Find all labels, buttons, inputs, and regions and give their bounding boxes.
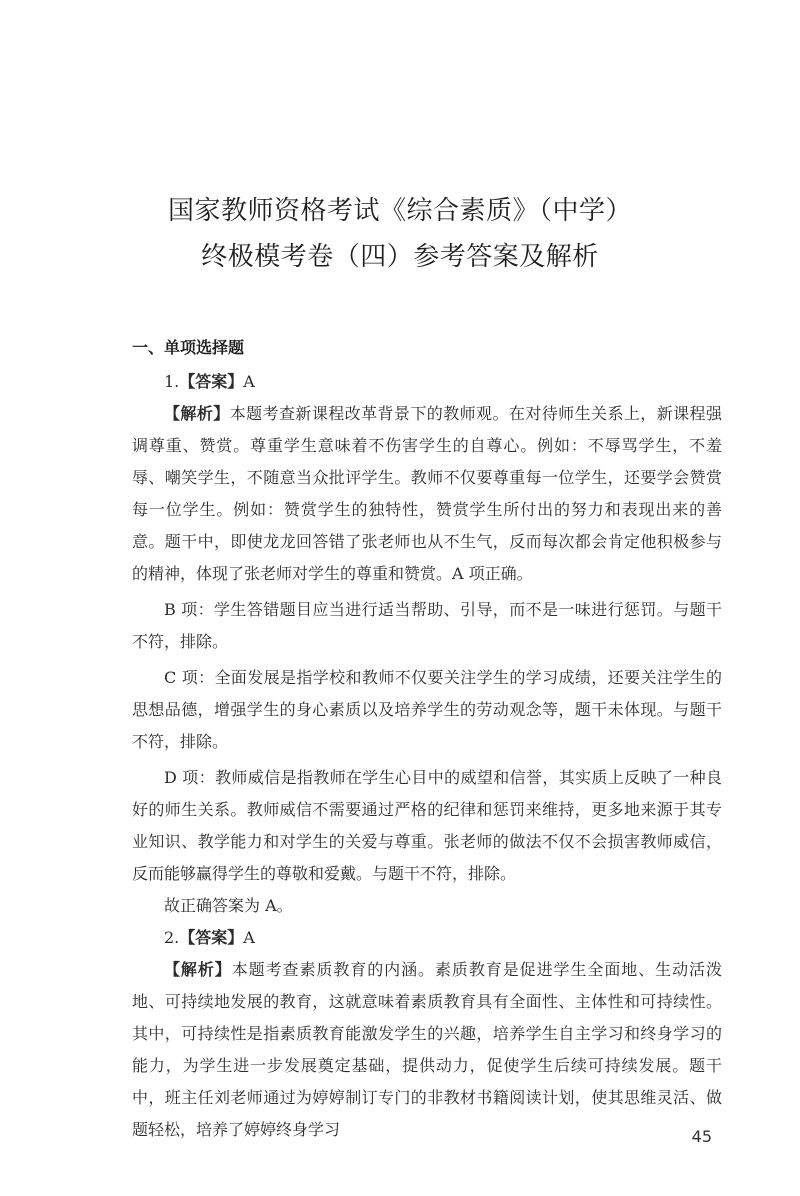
q1-number: 1. xyxy=(164,372,180,391)
q2-answer-label: 【答案】 xyxy=(179,928,244,947)
q1-conclusion: 故正确答案为 A。 xyxy=(164,896,293,915)
q2-number: 2. xyxy=(164,928,180,947)
document-title-line1: 国家教师资格考试《综合素质》（中学） xyxy=(167,196,632,226)
q1-analysis-label: 【解析】 xyxy=(164,404,230,423)
document-body xyxy=(132,330,722,1146)
q1-option-c: C 项：全面发展是指学校和教师不仅要关注学生的学习成绩，还要关注学生的思想品德，增强学生的身心素质以及培养学生的劳动观念等，题干未体现。与题干不符，排除。 xyxy=(132,668,722,751)
q2-analysis-label: 【解析】 xyxy=(164,960,232,979)
page-number: 45 xyxy=(691,1127,712,1146)
q1-option-b: B 项：学生答错题目应当进行适当帮助、引导，而不是一味进行惩罚。与题干不符，排除。 xyxy=(132,600,722,651)
q1-option-d: D 项：教师威信是指教师在学生心目中的威望和信誉，其实质上反映了一种良好的师生关系。教师威信不需要通过严格的纪律和惩罚来维持，更多地来源于其专业知识、教学能力和对学生的关爱与尊重。张老师的做法不仅不会损害教师威信，反而能够赢得学生的尊敬和爱戴。与题干不符，排除。 xyxy=(132,768,722,883)
q2-analysis-text: 本题考查素质教育的内涵。素质教育是促进学生全面地、生动活泼地、可持续地发展的教育，这就意味着素质教育具有全面性、主体性和可持续性。其中，可持续性是指素质教育能激发学生的兴趣，培养学生自主学习和终身学习的能力，为学生进一步发展奠定基础，提供动力，促使学生后续可持续发展。题干中，班主任刘老师通过为婷婷制订专门的非教材书籍阅读计划，使其思维灵活、做题轻松，培养了婷婷终身学习 xyxy=(132,960,722,1139)
q1-analysis-paragraph xyxy=(132,398,722,590)
q1-answer-label: 【答案】 xyxy=(179,372,244,391)
q1-answer-value: A xyxy=(243,372,255,391)
section-heading: 一、单项选择题 xyxy=(132,338,245,357)
q2-answer-value: A xyxy=(243,928,255,947)
document-title-line2: 终极模考卷（四）参考答案及解析 xyxy=(201,242,599,272)
q2-analysis-paragraph xyxy=(132,954,722,1146)
q1-answer-line xyxy=(132,366,722,398)
q2-answer-line xyxy=(132,922,722,954)
q1-analysis-text: 本题考查新课程改革背景下的教师观。在对待师生关系上，新课程强调尊重、赞赏。尊重学生意味着不伤害学生的自尊心。例如：不辱骂学生，不羞辱、嘲笑学生，不随意当众批评学生。教师不仅要尊重每一位学生，还要学会赞赏每一位学生。例如：赞赏学生的独特性，赞赏学生所付出的努力和表现出来的善意。题干中，即使龙龙回答错了张老师也从不生气，反而每次都会肯定他积极参与的精神，体现了张老师对学生的尊重和赞赏。A 项正确。 xyxy=(132,404,722,583)
